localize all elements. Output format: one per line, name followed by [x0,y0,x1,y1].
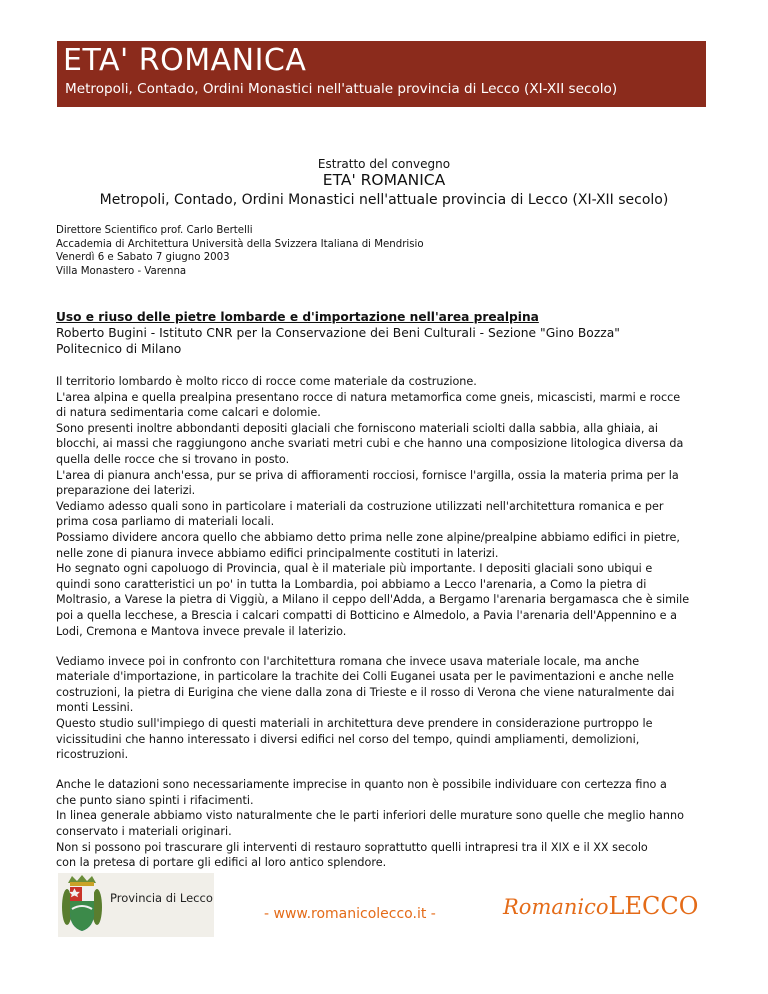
brand-logo [503,892,698,920]
talk-affiliation: Politecnico di Milano [56,342,182,356]
website-link[interactable]: - www.romanicolecco.it - [264,906,436,922]
banner-title: ETA' ROMANICA [63,43,307,78]
body-line: Lodi, Cremona e Mantova invece prevale il laterizio. [56,624,347,638]
body-line: ricostruzioni. [56,748,129,762]
body-line: conservato i materiali originari. [56,825,232,839]
body-line: con la pretesa di portare gli edifici al loro antico splendore. [56,856,387,870]
body-line: Possiamo dividere ancora quello che abbiamo detto prima nelle zone alpine/prealpine abbiamo edifici in pietre, [56,530,680,544]
body-paragraph [56,777,716,871]
coat-of-arms-icon [60,873,104,937]
meta-academy: Accademia di Architettura Università della Svizzera Italiana di Mendrisio [56,238,424,250]
province-logo [58,873,214,937]
intro-label: Estratto del convegno [317,157,451,171]
body-line: Anche le datazioni sono necessariamente imprecise in quanto non è possibile individuare con certezza fino a [56,778,667,792]
body-line: blocchi, ai massi che raggiungono anche svariati metri cubi e che hanno una composizione litologica diversa da [56,437,684,451]
header-banner [57,41,706,107]
body-line: Questo studio sull'impiego di questi materiali in architettura deve prendere in considerazione purtroppo le [56,716,653,730]
body-line: materiale d'importazione, in particolare la trachite dei Colli Euganei usata per le pavimentazioni e anche nelle [56,670,674,684]
talk-header [56,310,716,357]
banner-subtitle: Metropoli, Contado, Ordini Monastici nell'attuale provincia di Lecco (XI-XII secolo) [65,81,618,97]
body-line: monti Lessini. [56,701,134,715]
meta-director: Direttore Scientifico prof. Carlo Bertelli [56,225,253,236]
body-line: vicissitudini che hanno interessato i diversi edifici nel corso del tempo, quindi ampliamenti, demolizioni, [56,732,640,746]
body-paragraph [56,374,716,639]
meta-venue: Villa Monastero - Varenna [56,265,187,277]
body-line: preparazione dei laterizi. [56,484,196,498]
body-line: quindi sono caratteristici un po' in tutta la Lombardia, poi abbiamo a Lecco l'arenaria, a Como la pietra di [56,577,647,591]
body-line: che punto siano spinti i rifacimenti. [56,793,254,807]
body-line: L'area alpina e quella prealpina presentano rocce di natura metamorfica come gneis, micascisti, marmi e rocce [56,390,681,404]
body-line: costruzioni, la pietra di Eurigina che viene dalla zona di Trieste e il rosso di Verona che viene naturalmente dai [56,685,675,699]
talk-title: Uso e riuso delle pietre lombarde e d'importazione nell'area prealpina [56,310,539,324]
body-line: L'area di pianura anch'essa, pur se priva di affioramenti rocciosi, fornisce l'argilla, ossia la materia prima per la [56,468,679,482]
body-line: nelle zone di pianura invece abbiamo edifici principalmente costituti in laterizi. [56,546,499,560]
body-line: prima cosa parliamo di materiali locali. [56,515,275,529]
province-label: Provincia di Lecco [110,891,213,905]
brand-logo-part1: Romanico [503,895,609,919]
conference-details [56,224,424,278]
body-paragraph [56,654,716,763]
body-line: Vediamo invece poi in confronto con l'architettura romana che invece usava materiale locale, ma anche [56,654,640,668]
talk-author: Roberto Bugini - Istituto CNR per la Conservazione dei Beni Culturali - Sezione "Gino Bozza" [56,326,620,340]
meta-dates: Venerdì 6 e Sabato 7 giugno 2003 [56,252,230,263]
brand-logo-part2: LECCO [608,892,699,920]
body-line: Il territorio lombardo è molto ricco di rocce come materiale da costruzione. [56,375,477,388]
body-line: Moltrasio, a Varese la pietra di Viggiù, a Milano il ceppo dell'Adda, a Bergamo l'arenaria bergamasca che è simile [56,593,690,607]
body-line: Non si possono poi trascurare gli interventi di restauro soprattutto quelli intrapresi tra il XIX e il XX secolo [56,840,648,854]
intro-title: ETA' ROMANICA [322,171,446,189]
body-line: Vediamo adesso quali sono in particolare i materiali da costruzione utilizzati nell'architettura romanica e per [56,499,664,513]
intro-subtitle: Metropoli, Contado, Ordini Monastici nell'attuale provincia di Lecco (XI-XII secolo) [99,192,669,208]
body-line: quella delle rocce che si trovano in posto. [56,452,290,466]
body-line: Sono presenti inoltre abbondanti depositi glaciali che forniscono materiali sciolti dalla sabbia, alla ghiaia, ai [56,421,658,435]
body-line: In linea generale abbiamo visto naturalmente che le parti inferiori delle murature sono quelle che meglio hanno [56,809,684,823]
intro-block [0,157,768,210]
article-body [56,374,716,885]
body-line: Ho segnato ogni capoluogo di Provincia, qual è il materiale più importante. I depositi glaciali sono ubiqui e [56,562,653,576]
body-line: di natura sedimentaria come calcari e dolomie. [56,406,321,420]
body-line: poi a quella lecchese, a Brescia i calcari compatti di Botticino e Almedolo, a Pavia l'arenaria dell'Appennino e a [56,608,677,622]
footer [0,868,768,938]
